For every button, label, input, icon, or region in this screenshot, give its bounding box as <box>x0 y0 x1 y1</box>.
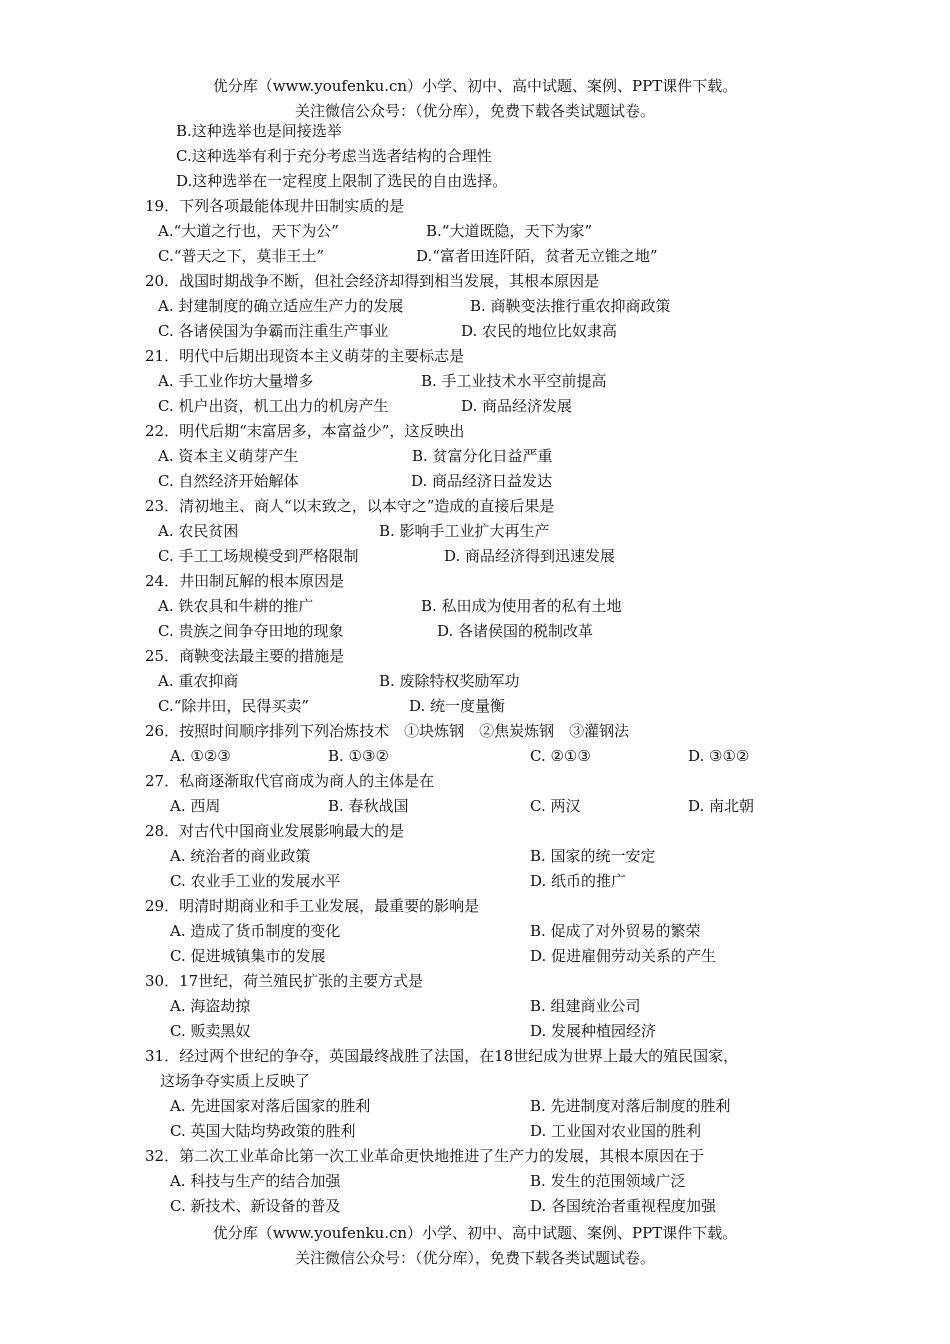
question-29-stem: 29．明清时期商业和手工业发展，最重要的影响是 <box>145 897 480 915</box>
option-a: A. 造成了货币制度的变化 <box>170 922 341 940</box>
question-19-stem: 19．下列各项最能体现井田制实质的是 <box>145 197 405 215</box>
prev-option-b: B.这种选举也是间接选举 <box>176 122 342 140</box>
question-24-stem: 24．井田制瓦解的根本原因是 <box>145 572 345 590</box>
option-b: B. 手工业技术水平空前提高 <box>421 372 607 390</box>
question-31-stem-cont: 这场争夺实质上反映了 <box>160 1072 311 1090</box>
option-b: B. 春秋战国 <box>328 797 409 815</box>
page-footer-line2: 关注微信公众号：（优分库），免费下载各类试题试卷。 <box>294 1249 655 1267</box>
page-footer-line1: 优分库（www.youfenku.cn）小学、初中、高中试题、案例、PPT课件下载。 <box>212 1224 738 1242</box>
option-b: B. 影响手工业扩大再生产 <box>379 522 550 540</box>
option-a: A. 铁农具和牛耕的推广 <box>158 597 314 615</box>
option-c: C. 农业手工业的发展水平 <box>170 872 341 890</box>
option-b: B.“大道既隐，天下为家” <box>426 222 593 240</box>
option-b: B. 废除特权奖励军功 <box>379 672 520 690</box>
option-c: C. 贵族之间争夺田地的现象 <box>158 622 344 640</box>
option-b: B. 商鞅变法推行重农抑商政策 <box>470 297 671 315</box>
option-c: C. 各诸侯国为争霸而注重生产事业 <box>158 322 389 340</box>
option-a: A. 资本主义萌芽产生 <box>158 447 299 465</box>
question-28-stem: 28．对古代中国商业发展影响最大的是 <box>145 822 405 840</box>
option-d: D. 发展种植园经济 <box>530 1022 657 1040</box>
prev-option-c: C.这种选举有利于充分考虑当选者结构的合理性 <box>176 147 492 165</box>
option-d: D. 纸币的推广 <box>530 872 627 890</box>
page-header-line2: 关注微信公众号：（优分库），免费下载各类试题试卷。 <box>294 102 655 120</box>
option-c: C. 新技术、新设备的普及 <box>170 1197 341 1215</box>
option-a: A. 农民贫困 <box>158 522 239 540</box>
question-26-stem: 26．按照时间顺序排列下列冶炼技术 ①块炼钢 ②焦炭炼钢 ③灌钢法 <box>145 722 630 740</box>
option-c: C. ②①③ <box>530 747 591 765</box>
option-a: A. 统治者的商业政策 <box>170 847 311 865</box>
option-d: D. 促进雇佣劳动关系的产生 <box>530 947 717 965</box>
question-32-stem: 32．第二次工业革命比第一次工业革命更快地推进了生产力的发展，其根本原因在于 <box>145 1147 705 1165</box>
page-header-line1: 优分库（www.youfenku.cn）小学、初中、高中试题、案例、PPT课件下载。 <box>212 77 738 95</box>
option-c: C.“除井田，民得买卖” <box>158 697 310 715</box>
question-31-stem: 31．经过两个世纪的争夺，英国最终战胜了法国，在18世纪成为世界上最大的殖民国家， <box>145 1047 739 1065</box>
question-30-stem: 30．17世纪，荷兰殖民扩张的主要方式是 <box>145 972 424 990</box>
option-a: A. 海盗劫掠 <box>170 997 251 1015</box>
option-b: B. 国家的统一安定 <box>530 847 656 865</box>
option-a: A. 重农抑商 <box>158 672 239 690</box>
option-a: A. ①②③ <box>170 747 231 765</box>
option-d: D.“富者田连阡陌，贫者无立锥之地” <box>416 247 658 265</box>
question-23-stem: 23．清初地主、商人“以末致之，以本守之”造成的直接后果是 <box>145 497 555 515</box>
option-d: D. ③①② <box>688 747 750 765</box>
question-25-stem: 25．商鞅变法最主要的措施是 <box>145 647 345 665</box>
option-a: A.“大道之行也，天下为公” <box>158 222 339 240</box>
option-b: B. 私田成为使用者的私有土地 <box>421 597 622 615</box>
option-c: C. 贩卖黑奴 <box>170 1022 251 1040</box>
option-a: A. 手工业作坊大量增多 <box>158 372 314 390</box>
option-c: C. 英国大陆均势政策的胜利 <box>170 1122 356 1140</box>
option-c: C. 手工工场规模受到严格限制 <box>158 547 359 565</box>
option-d: D. 工业国对农业国的胜利 <box>530 1122 702 1140</box>
option-b: B. 促成了对外贸易的繁荣 <box>530 922 701 940</box>
option-c: C. 机户出资，机工出力的机房产生 <box>158 397 389 415</box>
question-20-stem: 20．战国时期战争不断，但社会经济却得到相当发展，其根本原因是 <box>145 272 600 290</box>
option-b: B. 组建商业公司 <box>530 997 641 1015</box>
option-c: C. 自然经济开始解体 <box>158 472 299 490</box>
option-d: D. 各国统治者重视程度加强 <box>530 1197 717 1215</box>
option-c: C.“普天之下，莫非王土” <box>158 247 325 265</box>
option-a: A. 西周 <box>170 797 221 815</box>
prev-option-d: D.这种选举在一定程度上限制了选民的自由选择。 <box>176 172 508 190</box>
option-d: D. 农民的地位比奴隶高 <box>461 322 618 340</box>
question-21-stem: 21．明代中后期出现资本主义萌芽的主要标志是 <box>145 347 465 365</box>
option-a: A. 科技与生产的结合加强 <box>170 1172 341 1190</box>
option-d: D. 商品经济发展 <box>461 397 573 415</box>
option-d: D. 商品经济日益发达 <box>411 472 553 490</box>
option-c: C. 促进城镇集市的发展 <box>170 947 326 965</box>
option-b: B. 先进制度对落后制度的胜利 <box>530 1097 731 1115</box>
option-b: B. 发生的范围领域广泛 <box>530 1172 686 1190</box>
question-22-stem: 22．明代后期“末富居多，本富益少”，这反映出 <box>145 422 465 440</box>
option-b: B. ①③② <box>328 747 389 765</box>
option-d: D. 商品经济得到迅速发展 <box>444 547 616 565</box>
question-27-stem: 27．私商逐渐取代官商成为商人的主体是在 <box>145 772 435 790</box>
option-d: D. 各诸侯国的税制改革 <box>437 622 594 640</box>
option-c: C. 两汉 <box>530 797 581 815</box>
option-d: D. 南北朝 <box>688 797 755 815</box>
option-b: B. 贫富分化日益严重 <box>412 447 553 465</box>
option-d: D. 统一度量衡 <box>409 697 506 715</box>
option-a: A. 先进国家对落后国家的胜利 <box>170 1097 371 1115</box>
option-a: A. 封建制度的确立适应生产力的发展 <box>158 297 404 315</box>
